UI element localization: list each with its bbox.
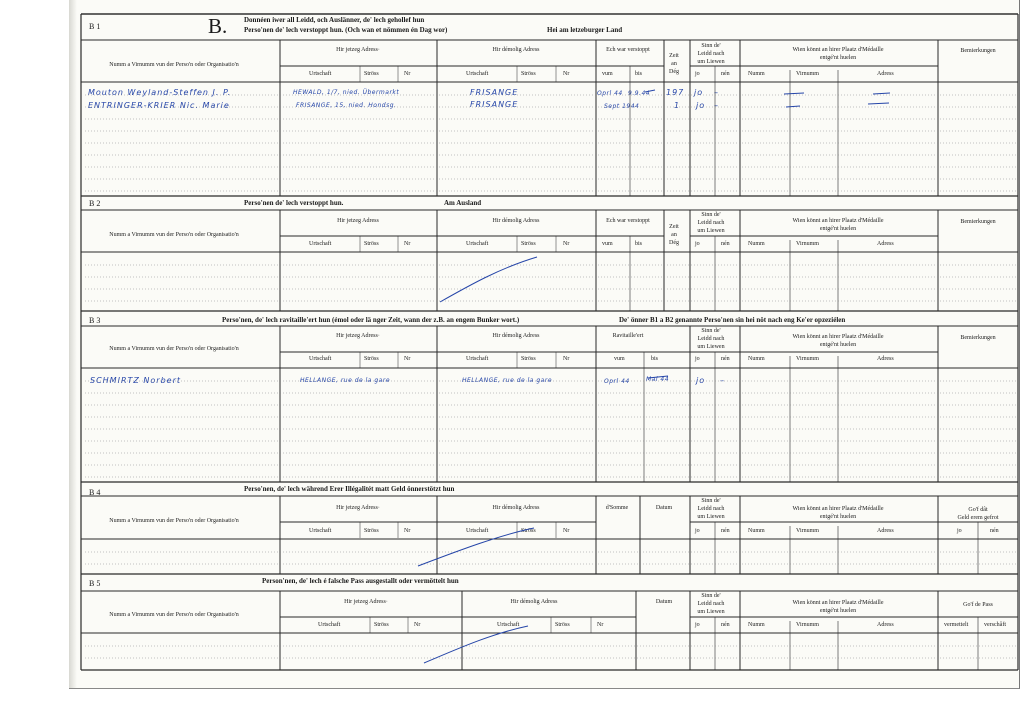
b5-pass-issued: vermettelt xyxy=(944,622,969,628)
b1-from: vum xyxy=(602,71,613,77)
b2-former-street: Ströss xyxy=(521,241,536,247)
b4-name-col-header: Numm a Virnumm vun der Perso'n oder Organisatio'n xyxy=(109,518,239,524)
b1-former-town: Urtschaft xyxy=(466,71,489,77)
b3-remarks: Bemierkungen xyxy=(960,335,996,341)
b3-row1-addr: HELLANGE, rue de la gare xyxy=(300,377,391,384)
b1-medal-l2: entgé'nt huelen xyxy=(819,55,857,61)
section-b3-sub: De' önner B1 a B2 genannte Perso'nen sin hei nöt nach eng Ke'er opzeziélen xyxy=(619,316,846,324)
b4-money-yes: jo xyxy=(957,528,962,534)
b5-yes: jo xyxy=(695,622,700,628)
b4-medal-address: Adress xyxy=(877,528,894,534)
b1-row1-alive: jo xyxy=(694,88,704,97)
b2-life-l3: um Liewen xyxy=(697,228,725,234)
b3-row1-former: HELLANGE, rue de la gare xyxy=(462,377,553,384)
b2-medal-firstname: Virnumm xyxy=(796,241,819,247)
b5-former-nr: Nr xyxy=(597,622,604,628)
b3-yes: jo xyxy=(695,356,700,362)
b1-row1-former: FRISANGE xyxy=(470,88,519,97)
b4-yes: jo xyxy=(695,528,700,534)
b2-former-nr: Nr xyxy=(563,241,570,247)
section-b5-code: B 5 xyxy=(89,579,101,588)
b5-medal-firstname: Virnumm xyxy=(796,622,819,628)
b1-medal-dash-2 xyxy=(786,106,800,107)
b1-row2-name: ENTRINGER-KRIER Nic. Marie xyxy=(88,101,230,110)
b1-row2-alive: jo xyxy=(696,101,706,110)
b3-current-nr: Nr xyxy=(404,356,411,362)
b3-former-addr-header: Hir démolig Adress xyxy=(492,333,540,339)
b1-date-strike-1 xyxy=(645,90,655,92)
b3-row1-dash: – xyxy=(720,376,725,385)
ink-strokes xyxy=(418,90,890,663)
b5-current-street: Ströss xyxy=(374,622,389,628)
b3-row1-to: Mai 44 xyxy=(646,376,670,383)
b3-former-town: Urtschaft xyxy=(466,356,489,362)
b4-money-l1: Go'f dât xyxy=(968,507,988,513)
b5-former-town: Urtschaft xyxy=(497,622,520,628)
b2-former-town: Urtschaft xyxy=(466,241,489,247)
b3-to: bis xyxy=(651,356,659,362)
b2-current-town: Urtschaft xyxy=(309,241,332,247)
b1-row1-addr: HEWALD, 1/7, nied. Übermarkt xyxy=(293,89,400,96)
b4-no: nén xyxy=(721,528,730,534)
b4-medal-name: Numm xyxy=(748,528,765,534)
b4-current-addr-header: Hir jetzeg Adress· xyxy=(336,505,380,511)
b2-medal-l1: Wien könnt an hirer Plaatz d'Médaille xyxy=(792,218,884,224)
b2-current-nr: Nr xyxy=(404,241,411,247)
b3-no: nén xyxy=(721,356,730,362)
b2-time-l1: Zeit xyxy=(669,224,679,230)
b2-name-col-header: Numm a Virnumm vun der Perso'n oder Organisatio'n xyxy=(109,232,239,238)
b1-yes: jo xyxy=(695,71,700,77)
b1-row1-days: 197 xyxy=(666,88,685,97)
b5-medal-l2: entgé'nt huelen xyxy=(819,608,857,614)
b3-medal-address: Adress xyxy=(877,356,894,362)
b2-remarks: Bemierkungen xyxy=(960,219,996,225)
b1-address-dash-2 xyxy=(868,103,889,104)
b5-life-l3: um Liewen xyxy=(697,609,725,615)
b2-yes: jo xyxy=(695,241,700,247)
b3-ravitailled-header: Ravitaille'ert xyxy=(612,333,644,339)
b1-name-col-header: Numm a Virnumm vun der Perso'n oder Organisatio'n xyxy=(109,62,239,68)
b4-medal-l1: Wien könnt an hirer Plaatz d'Médaille xyxy=(792,506,884,512)
b1-row2-dash: – xyxy=(714,101,719,110)
b2-life-l1: Sinn de' xyxy=(701,212,721,218)
b5-former-street: Ströss xyxy=(555,622,570,628)
b2-medal-address: Adress xyxy=(877,241,894,247)
b5-current-nr: Nr xyxy=(414,622,421,628)
b3-current-town: Urtschaft xyxy=(309,356,332,362)
b1-medal-l1: Wien könnt an hirer Plaatz d'Médaille xyxy=(792,47,884,53)
b3-current-addr-header: Hir jetzeg Adress· xyxy=(336,333,380,339)
b1-former-addr-header: Hir démolig Adress xyxy=(492,47,540,53)
b4-money-no: nén xyxy=(990,528,999,534)
b5-medal-address: Adress xyxy=(877,622,894,628)
b5-pass-cancelled: verschâft xyxy=(984,622,1006,628)
b4-medal-l2: entgé'nt huelen xyxy=(819,514,857,520)
b2-hidden-header: Ech war verstoppt xyxy=(606,218,650,224)
section-b4-title: Perso'nen, de' lech während Erer Illégalitét matt Geld önnerstötzt hun xyxy=(244,485,455,493)
b3-row1-alive: jo xyxy=(696,376,706,385)
b1-row2-days: 1 xyxy=(674,101,681,110)
b5-medal-name: Numm xyxy=(748,622,765,628)
b2-to: bis xyxy=(635,241,643,247)
b5-life-l1: Sinn de' xyxy=(701,593,721,599)
section-b3-code: B 3 xyxy=(89,316,101,325)
b3-row1-name: SCHMIRTZ Norbert xyxy=(90,376,182,385)
b3-from: vum xyxy=(614,356,625,362)
b1-to: bis xyxy=(635,71,643,77)
b4-current-street: Ströss xyxy=(364,528,379,534)
grid-lines xyxy=(81,14,1018,670)
b2-time-l2: an xyxy=(671,232,677,238)
b2-medal-l2: entgé'nt huelen xyxy=(819,226,857,232)
section-b2-code: B 2 xyxy=(89,199,101,208)
b1-row1-from: Oprl 44 xyxy=(597,90,623,97)
section-b3-title: Perso'nen, de' lech ravitaille'ert hun (émol oder lä nger Zeit, wann der z.B. an engem Bunker wort.) xyxy=(222,316,520,324)
b5-current-addr-header: Hir jetzeg Adress· xyxy=(344,599,388,605)
b1-row1-dash: – xyxy=(714,88,719,97)
b1-life-l1: Sinn de' xyxy=(701,43,721,49)
b4-current-town: Urtschaft xyxy=(309,528,332,534)
b3-medal-l2: entgé'nt huelen xyxy=(819,342,857,348)
b1-time-l3: Dég xyxy=(669,69,679,75)
b3-life-l2: Leidd nach xyxy=(697,336,725,342)
b1-former-street: Ströss xyxy=(521,71,536,77)
header-line-2-right: Hei am letzeburger Land xyxy=(547,26,623,34)
b1-row2-from: Sept 1944 xyxy=(604,103,640,110)
b5-no: nén xyxy=(721,622,730,628)
b3-medal-firstname: Virnumm xyxy=(796,356,819,362)
b2-cancel-stroke xyxy=(440,257,537,302)
b1-time-l2: an xyxy=(671,61,677,67)
b1-current-addr-header: Hir jetzeg Adress· xyxy=(336,47,380,53)
section-b5-title: Person'nen, de' lech é falsche Pass ausgestallt oder vermöttelt hun xyxy=(262,577,459,585)
b1-row1-to: 9.9.44 xyxy=(628,90,651,97)
section-b2-title: Perso'nen de' lech verstoppt hun. xyxy=(244,199,344,207)
b4-current-nr: Nr xyxy=(404,528,411,534)
b4-date-header: Datum xyxy=(655,505,673,511)
b1-former-nr: Nr xyxy=(563,71,570,77)
section-big-letter: B. xyxy=(208,14,228,38)
b4-life-l2: Leidd nach xyxy=(697,506,725,512)
b4-cancel-stroke xyxy=(418,528,534,566)
b4-former-nr: Nr xyxy=(563,528,570,534)
b3-current-street: Ströss xyxy=(364,356,379,362)
b4-former-street: Ströss xyxy=(521,528,536,534)
b1-medal-name: Numm xyxy=(748,71,765,77)
b4-medal-firstname: Virnumm xyxy=(796,528,819,534)
b1-medal-dash-1 xyxy=(784,93,804,94)
b3-former-nr: Nr xyxy=(563,356,570,362)
header-line-1: Donnéen iwer all Leidd, och Auslänner, de' lech gehollef hun xyxy=(244,16,425,24)
b4-sum-header: d'Somme xyxy=(605,505,629,511)
b1-medal-address: Adress xyxy=(877,71,894,77)
b4-life-l1: Sinn de' xyxy=(701,498,721,504)
section-b4-code: B 4 xyxy=(89,488,101,497)
section-b1-code: B 1 xyxy=(89,22,101,31)
b4-life-l3: um Liewen xyxy=(697,514,725,520)
b3-row1-from: Oprl 44 xyxy=(604,378,630,385)
b1-hidden-header: Ech war verstoppt xyxy=(606,47,650,53)
b4-money-l2: Geld erem gefrot xyxy=(957,515,999,521)
b1-time-l1: Zeit xyxy=(669,53,679,59)
b2-former-addr-header: Hir démolig Adress xyxy=(492,218,540,224)
b1-row1-name: Mouton Weyland-Steffen J. P. xyxy=(88,88,232,97)
b1-no: nén xyxy=(721,71,730,77)
b3-medal-name: Numm xyxy=(748,356,765,362)
b1-life-l2: Leidd nach xyxy=(697,51,725,57)
b1-remarks: Bemierkungen xyxy=(960,48,996,54)
b5-date-header: Datum xyxy=(655,599,673,605)
b5-cancel-stroke xyxy=(424,626,528,663)
header-line-2: Perso'nen de' lech verstoppt hun. (Och wan et nömmen én Dag wor) xyxy=(244,26,448,34)
b2-life-l2: Leidd nach xyxy=(697,220,725,226)
b2-current-street: Ströss xyxy=(364,241,379,247)
b2-medal-name: Numm xyxy=(748,241,765,247)
b5-life-l2: Leidd nach xyxy=(697,601,725,607)
b4-former-town: Urtschaft xyxy=(466,528,489,534)
b1-row2-former: FRISANGE xyxy=(470,100,519,109)
b1-current-street: Ströss xyxy=(364,71,379,77)
b3-name-col-header: Numm a Virnumm vun der Perso'n oder Organisatio'n xyxy=(109,346,239,352)
b5-current-town: Urtschaft xyxy=(318,622,341,628)
b2-from: vum xyxy=(602,241,613,247)
b5-medal-l1: Wien könnt an hirer Plaatz d'Médaille xyxy=(792,600,884,606)
b1-current-town: Urtschaft xyxy=(309,71,332,77)
b1-current-nr: Nr xyxy=(404,71,411,77)
b2-time-l3: Dég xyxy=(669,240,679,246)
b5-former-addr-header: Hir démolig Adress xyxy=(510,599,558,605)
b1-address-dash-1 xyxy=(873,93,890,94)
b1-row2-addr: FRISANGE, 15, nied. Hondsg. xyxy=(296,102,397,109)
b5-pass-header: Go'f de Pass xyxy=(963,602,993,608)
b3-life-l3: um Liewen xyxy=(697,344,725,350)
b3-date-strike xyxy=(648,376,668,378)
section-b2-sub: Am Ausland xyxy=(444,199,482,207)
b3-life-l1: Sinn de' xyxy=(701,328,721,334)
b5-name-col-header: Numm a Virnumm vun der Perso'n oder Organisatio'n xyxy=(109,612,239,618)
b4-former-addr-header: Hir démolig Adress xyxy=(492,505,540,511)
b3-medal-l1: Wien könnt an hirer Plaatz d'Médaille xyxy=(792,334,884,340)
b2-current-addr-header: Hir jetzeg Adress xyxy=(337,218,379,224)
b1-life-l3: um Liewen xyxy=(697,59,725,65)
b1-medal-firstname: Virnumm xyxy=(796,71,819,77)
b3-former-street: Ströss xyxy=(521,356,536,362)
b2-no: nén xyxy=(721,241,730,247)
